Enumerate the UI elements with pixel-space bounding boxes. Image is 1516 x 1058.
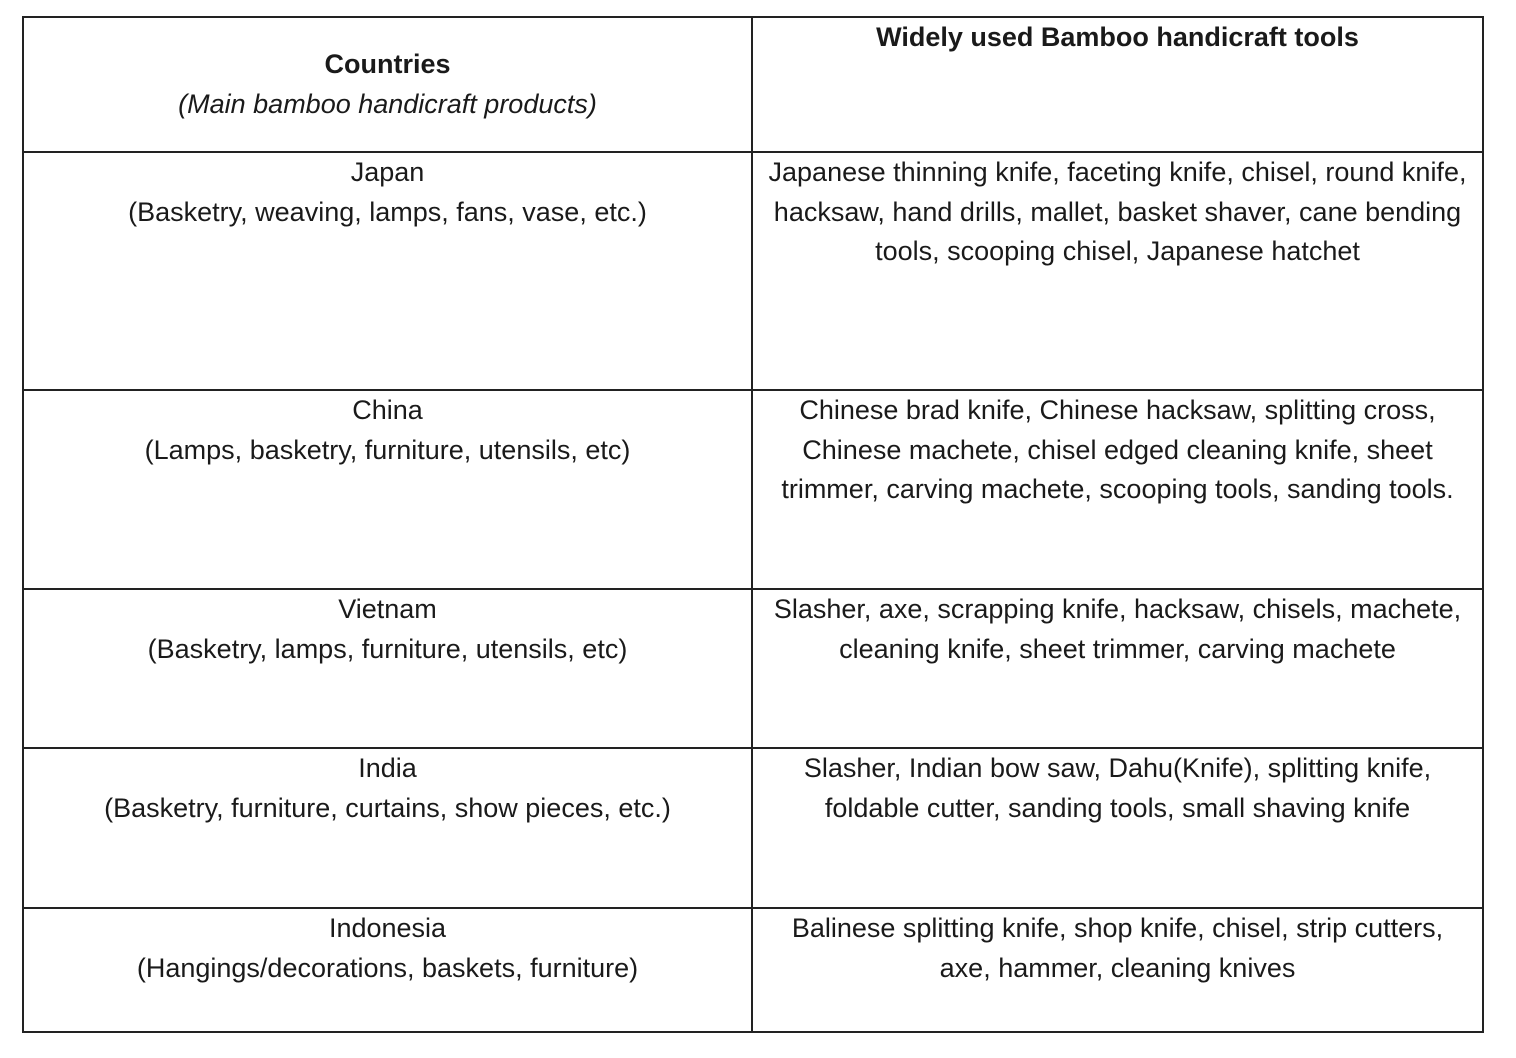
country-name: Indonesia [328, 913, 447, 943]
tools-cell [752, 152, 1483, 390]
table-row [23, 152, 1483, 390]
country-cell [23, 589, 752, 748]
countries-header-cell [23, 17, 752, 152]
country-cell [23, 908, 752, 1032]
country-name: India [358, 753, 417, 783]
tools-list: Slasher, axe, scrapping knife, hacksaw, chisels, machete, cleaning knife, sheet trimmer, carving machete [773, 594, 1462, 664]
tools-list: Japanese thinning knife, faceting knife, chisel, round knife, hacksaw, hand drills, mallet, basket shaver, cane bending tools, scooping chisel, Japanese hatchet [768, 157, 1467, 266]
country-cell [23, 390, 752, 589]
table-row [23, 589, 1483, 748]
countries-header-subtitle: (Main bamboo handicraft products) [178, 88, 597, 119]
table-row [23, 390, 1483, 589]
country-products: (Lamps, basketry, furniture, utensils, etc) [144, 434, 631, 465]
tools-cell [752, 748, 1483, 908]
bamboo-tools-table [22, 16, 1484, 1033]
tools-header-title: Widely used Bamboo handicraft tools [876, 22, 1359, 52]
country-cell [23, 152, 752, 390]
country-products: (Basketry, weaving, lamps, fans, vase, etc.) [128, 196, 647, 227]
country-name: Vietnam [338, 594, 437, 624]
tools-header-cell [752, 17, 1483, 152]
tools-list: Slasher, Indian bow saw, Dahu(Knife), splitting knife, foldable cutter, sanding tools, small shaving knife [803, 753, 1432, 823]
table-row [23, 908, 1483, 1032]
country-name: China [352, 395, 423, 425]
tools-list: Chinese brad knife, Chinese hacksaw, splitting cross, Chinese machete, chisel edged cleaning knife, sheet trimmer, carving machete, scooping tools, sanding tools. [781, 395, 1454, 504]
country-name: Japan [350, 157, 425, 187]
tools-cell [752, 390, 1483, 589]
country-cell [23, 748, 752, 908]
table-row [23, 748, 1483, 908]
tools-cell [752, 589, 1483, 748]
countries-header-title: Countries [324, 49, 451, 79]
header-row [23, 17, 1483, 152]
country-products: (Basketry, furniture, curtains, show pieces, etc.) [104, 792, 671, 823]
tools-list: Balinese splitting knife, shop knife, chisel, strip cutters, axe, hammer, cleaning knives [791, 913, 1444, 983]
tools-cell [752, 908, 1483, 1032]
country-products: (Hangings/decorations, baskets, furniture) [136, 952, 639, 983]
country-products: (Basketry, lamps, furniture, utensils, etc) [147, 633, 628, 664]
